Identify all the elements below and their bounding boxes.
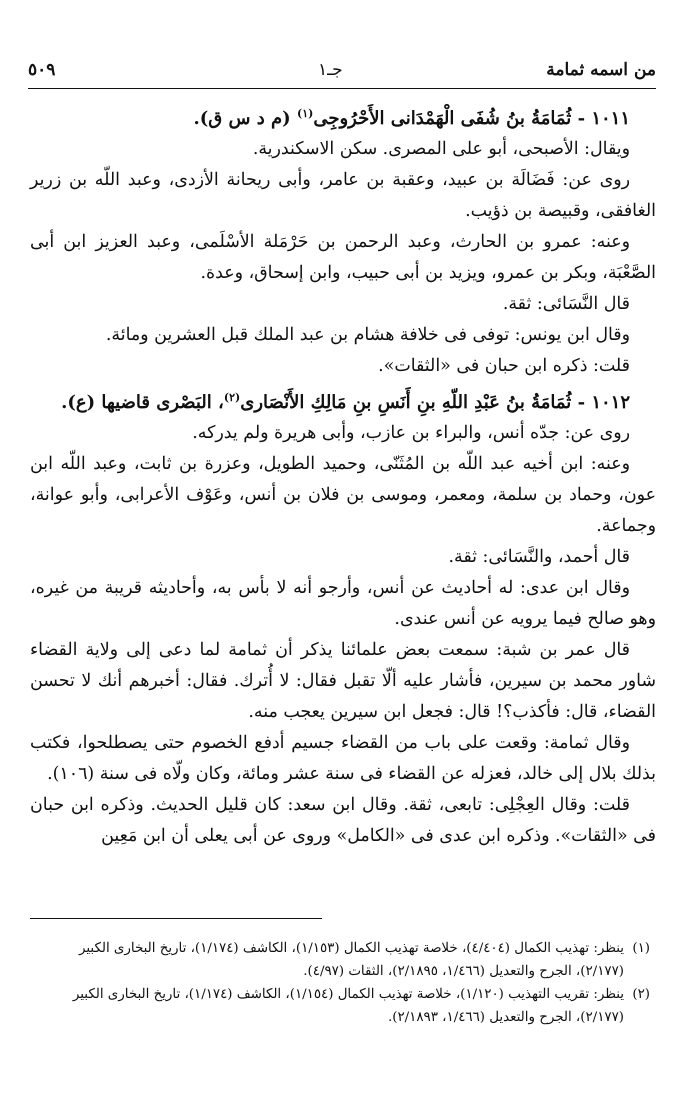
footnote xyxy=(40,983,650,1029)
narrator-name: ثُمَامَةُ بنُ عَبْدِ اللّهِ بنِ أَنَسِ بنِ مَالِكِ الأَنْصَارى xyxy=(240,392,572,413)
source-symbols: (م د س ق). xyxy=(193,108,291,129)
paragraph: قال أحمد، والنَّسَائى: ثقة. xyxy=(448,547,630,567)
entry-heading: ١٠١١ - ثُمَامَةُ بنُ شُفَى الْهَمْدَانى الأَحْرُوجِى$^{(١)}$ (م د س ق). xyxy=(193,107,630,129)
paragraph: وعنه: عمرو بن الحارث، وعبد الرحمن بن حَرْمَلة الأسْلَمى، وعبد العزيز ابن أبى الصَّعْبَة، وبكر بن عمرو، ويزيد بن أبى حبيب، وابن إسحاق، وعدة. xyxy=(30,232,656,283)
paragraph: روى عن: جدّه أنس، والبراء بن عازب، وأبى هريرة ولم يدركه. xyxy=(192,423,630,443)
paragraph: روى عن: فَضَالَة بن عبيد، وعقبة بن عامر، وأبى ريحانة الأزدى، وعبد اللّه بن زرير الغافقى، وقبيصة بن ذؤيب. xyxy=(30,170,656,221)
footnote xyxy=(40,937,650,983)
footnote-text: ينظر: تقريب التهذيب (١/١٢٠)، خلاصة تهذيب الكمال (١/١٥٤)، الكاشف (١/١٧٤)، تاريخ البخارى الكبير (٢/١٧٧)، الجرح والتعديل (١/٤٦٦، ٢/١٨٩٣). xyxy=(72,987,624,1025)
running-title: من اسمه ثمامة xyxy=(546,60,656,80)
footnote-number: (٢) xyxy=(632,987,650,1002)
footnote-ref: (٢) xyxy=(223,391,241,404)
volume-label: جـ١ xyxy=(318,60,343,80)
entry-heading: ١٠١٢ - ثُمَامَةُ بنُ عَبْدِ اللّهِ بنِ أَنَسِ بنِ مَالِكِ الأَنْصَارى$^{(٢)}$، البَصْرى قاضيها (ع). xyxy=(61,391,630,413)
footnote-number: (١) xyxy=(632,941,650,956)
paragraph: وعنه: ابن أخيه عبد اللّه بن المُثَنّى، وحميد الطويل، وعزرة بن ثابت، وعبد اللّه ابن عون، وحماد بن سلمة، ومعمر، وموسى بن فلان بن أنس، وعَوْف الأعرابى، وأبو عوانة، وجماعة. xyxy=(30,454,656,536)
page-number: ٥٠٩ xyxy=(28,60,56,80)
footnote-divider xyxy=(30,918,322,919)
paragraph: وقال ابن يونس: توفى فى خلافة هشام بن عبد الملك قبل العشرين ومائة. xyxy=(105,325,630,345)
page-body xyxy=(30,98,656,852)
footnote-ref: (١) xyxy=(296,107,314,120)
paragraph: قلت: وقال العِجْلِى: تابعى، ثقة. وقال ابن سعد: كان قليل الحديث. وذكره ابن حبان فى «الثقات». وذكره ابن عدى فى «الكامل» وروى عن أبى يعلى أن ابن مَعِين xyxy=(30,795,656,846)
paragraph: قلت: ذكره ابن حبان فى «الثقات». xyxy=(378,356,630,376)
paragraph: وقال ابن عدى: له أحاديث عن أنس، وأرجو أنه لا بأس به، وأحاديثه قريبة من غيره، وهو صالح فيما يرويه عن أنس عندى. xyxy=(30,578,656,629)
paragraph: قال النَّسَائى: ثقة. xyxy=(502,294,630,314)
narrator-name: ثُمَامَةُ بنُ شُفَى الْهَمْدَانى الأَحْرُوجِى xyxy=(313,108,572,129)
page-header xyxy=(28,54,656,89)
footnotes xyxy=(40,937,650,1029)
paragraph: ويقال: الأصبحى، أبو على المصرى. سكن الاسكندرية. xyxy=(252,139,630,159)
paragraph: وقال ثمامة: وقعت على باب من القضاء جسيم أدفع الخصوم حتى يصطلحوا، فكتب بذلك بلال إلى خالد، فعزله عن القضاء فى سنة عشر ومائة، وكان ولّاه فى سنة (١٠٦). xyxy=(30,733,656,784)
source-symbols: (ع). xyxy=(61,392,96,413)
paragraph: قال عمر بن شبة: سمعت بعض علمائنا يذكر أن ثمامة لما دعى إلى ولاية القضاء شاور محمد بن سيرين، فأشار عليه ألّا تقبل فقال: لا أُترك. فقال: أخبرهم أنك لا تحسن القضاء، قال: فأكذب؟! قال: فجعل ابن سيرين يعجب منه. xyxy=(30,640,656,722)
footnote-text: ينظر: تهذيب الكمال (٤/٤٠٤)، خلاصة تهذيب الكمال (١/١٥٣)، الكاشف (١/١٧٤)، تاريخ البخارى الكبير (٢/١٧٧)، الجرح والتعديل (١/٤٦٦، ٢/١٨٩٥)، الثقات (٤/٩٧). xyxy=(79,941,624,979)
